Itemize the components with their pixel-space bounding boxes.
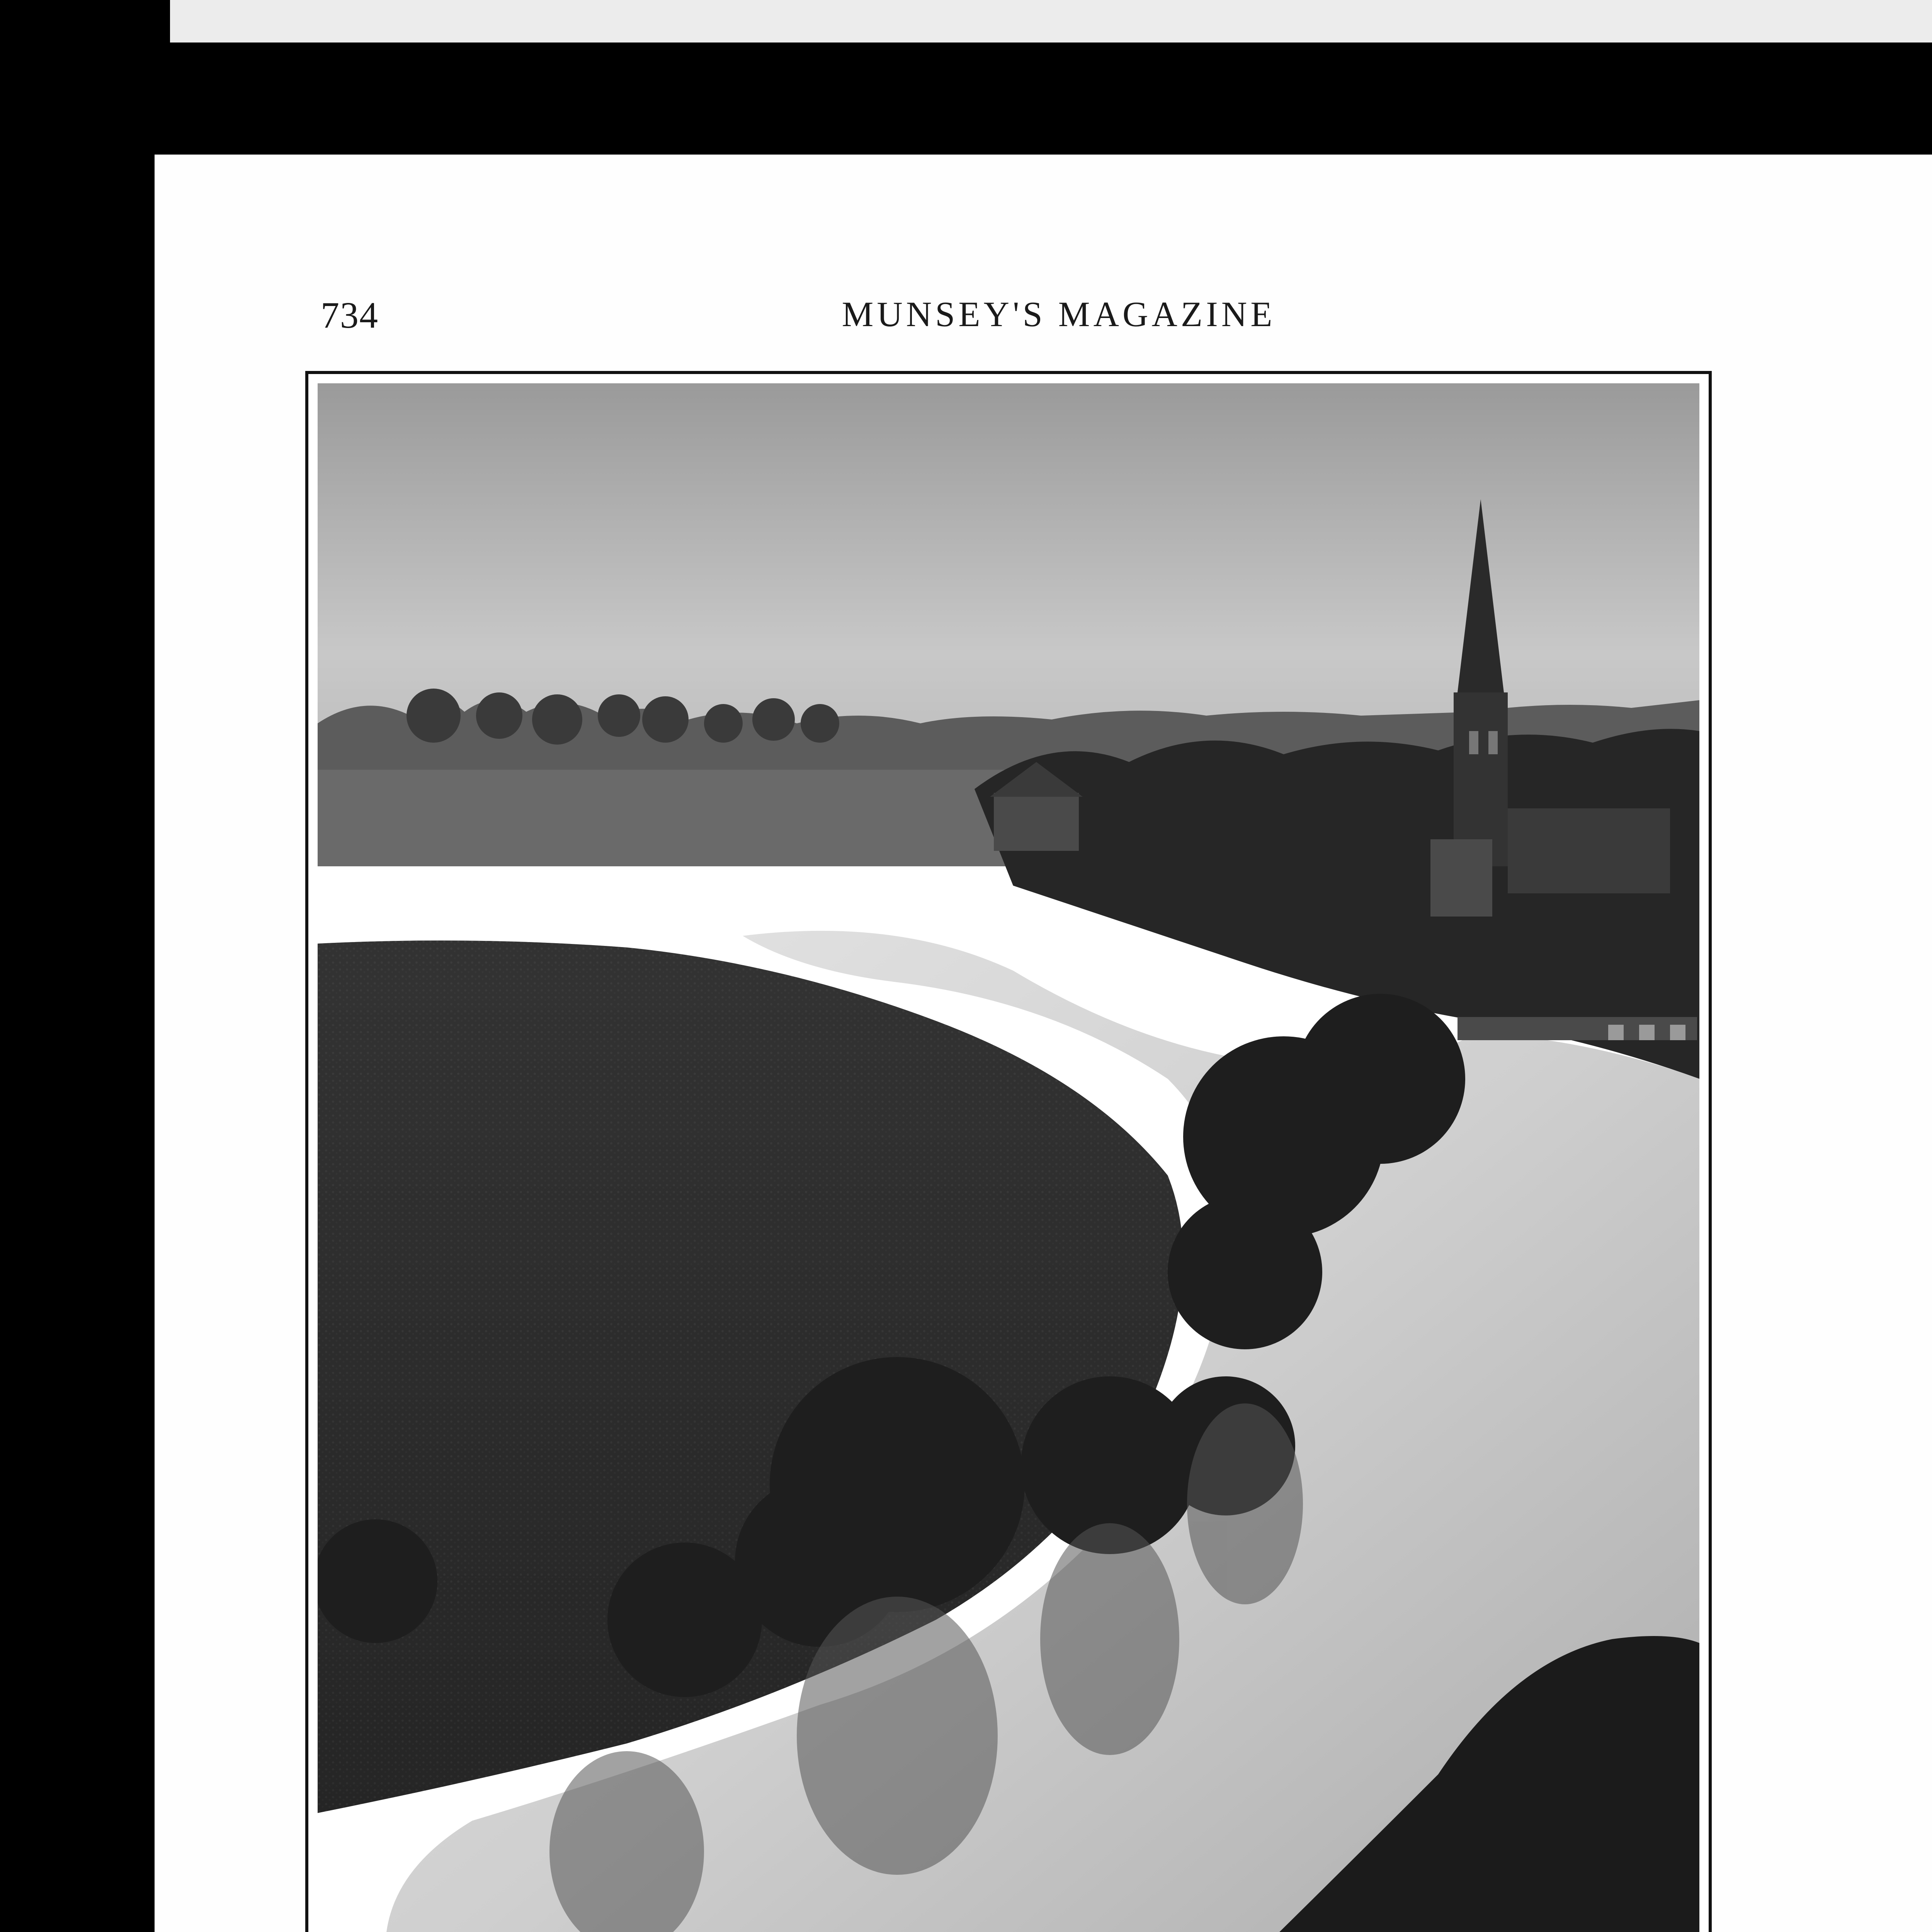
running-head [155,294,1932,344]
magazine-title: MUNSEY'S MAGAZINE [842,294,1276,334]
page-number: 734 [321,294,379,336]
photo-frame [305,371,1712,1932]
scan-border-left [0,0,170,1932]
scan-previous-page-edge [170,0,1932,43]
river-landscape-photo [318,383,1699,1932]
magazine-page [155,155,1932,1932]
